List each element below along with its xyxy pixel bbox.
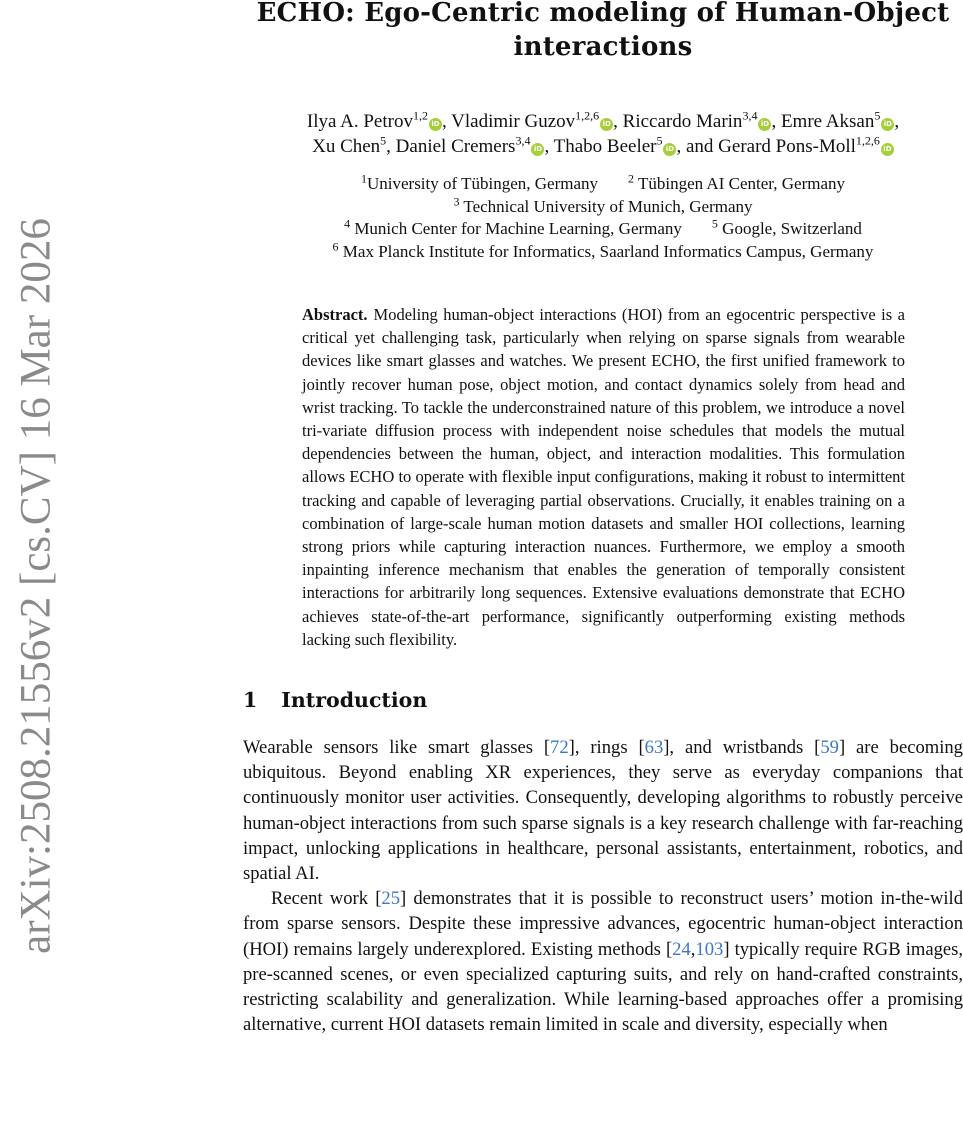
- author-affiliation-marker: 5: [874, 108, 881, 123]
- paper-page: [243, 0, 963, 1037]
- affiliation: Google, Switzerland: [722, 219, 862, 238]
- author-name: Thabo Beeler: [553, 136, 657, 157]
- citation-link[interactable]: 59: [820, 737, 839, 759]
- affiliation-line: [243, 173, 963, 196]
- paper-title: ECHO: Ego-Centric modeling of Human-Object interactions: [256, 0, 950, 62]
- affiliation-number: 6: [332, 238, 339, 253]
- author: Xu Chen$^5$,: [312, 133, 391, 157]
- author: Emre Aksan$^5$iD ,: [780, 108, 900, 132]
- paragraph: [243, 886, 963, 1037]
- orcid-icon[interactable]: iD: [881, 143, 894, 156]
- author-name: Ilya A. Petrov: [306, 111, 413, 132]
- author-affiliation-marker: 1,2,6: [575, 108, 600, 123]
- author-affiliation-marker: 1,2: [412, 108, 428, 123]
- author-name: Emre Aksan: [780, 111, 875, 132]
- section-number: 1: [243, 688, 258, 713]
- orcid-icon[interactable]: iD: [531, 143, 544, 156]
- affiliation-line: [243, 193, 963, 219]
- affiliation-line: [243, 218, 963, 241]
- author: [718, 133, 894, 157]
- paragraph-text: Recent work [: [271, 888, 382, 910]
- abstract: [302, 303, 905, 651]
- author-affiliation-marker: 3,4: [742, 108, 758, 123]
- affiliation: Technical University of Munich, Germany: [463, 196, 753, 216]
- paragraph-text: ], rings [: [568, 737, 645, 759]
- orcid-icon[interactable]: iD: [758, 118, 771, 131]
- author: Thabo Beeler$^5$iD ,: [553, 133, 682, 157]
- author-affiliation-marker: 5: [380, 133, 387, 148]
- arxiv-sidebar: [8, 0, 64, 1145]
- orcid-icon[interactable]: iD: [881, 118, 894, 131]
- paragraph-text: ], and wristbands [: [663, 737, 821, 759]
- orcid-icon[interactable]: iD: [429, 118, 442, 131]
- citation-separator: ,: [690, 938, 696, 960]
- abstract-text: Modeling human-object interactions (HOI) from an egocentric perspective is a critical yet challenging task, particularly when relying on sparse signals from wearable devices like smart glasses and watches. We present ECHO, the first unified framework to jointly recover human pose, object motion, and contact dynamics solely from head and wrist tracking. To tackle the underconstrained nature of this problem, we introduce a novel tri-variate diffusion process with independent noise schedules that models the mutual dependencies between the human, object, and interaction modalities. This formulation allows ECHO to operate with flexible input configurations, making it robust to intermittent tracking and capable of leveraging partial observations. Crucially, it enables training on a combination of large-scale human motion datasets and smaller HOI collections, learning strong priors while capturing interaction nuances. Furthermore, we employ a smooth inpainting inference mechanism that enables the generation of temporally consistent interactions for arbitrarily long sequences. Extensive evaluations demonstrate that ECHO achieves state-of-the-art performance, significantly outperforming existing methods lacking such flexibility.: [302, 305, 905, 649]
- abstract-label: Abstract.: [302, 305, 368, 324]
- arxiv-identifier: arXiv:2508.21556v2 [cs.CV] 16 Mar 2026: [12, 218, 60, 954]
- orcid-icon[interactable]: iD: [600, 118, 613, 131]
- affiliation-line: [243, 238, 963, 264]
- author-affiliation-marker: 3,4: [515, 133, 531, 148]
- affiliation-number: 5: [711, 216, 718, 231]
- affiliation-number: 4: [344, 216, 351, 231]
- author: Ilya A. Petrov$^{1,2}$iD ,: [306, 108, 447, 132]
- affiliation: Tübingen AI Center, Germany: [637, 174, 846, 193]
- affiliation: Munich Center for Machine Learning, Germany: [354, 219, 682, 238]
- author: Riccardo Marin$^{3,4}$iD ,: [622, 108, 777, 132]
- author-name: Daniel Cremers: [395, 136, 516, 157]
- affiliation-number: 3: [453, 193, 460, 208]
- affiliation-number: 1: [360, 171, 367, 186]
- citation-link[interactable]: 63: [644, 737, 664, 759]
- citation-link[interactable]: 103: [695, 938, 724, 960]
- citation-link[interactable]: 24: [672, 938, 691, 960]
- citation-link[interactable]: 72: [550, 737, 569, 759]
- author-list: [243, 109, 963, 159]
- author-connector: and: [685, 136, 714, 157]
- author: Vladimir Guzov$^{1,2,6}$iD ,: [451, 108, 618, 132]
- affiliation: Max Planck Institute for Informatics, Saarland Informatics Campus, Germany: [342, 241, 874, 261]
- affiliation-number: 2: [628, 171, 635, 186]
- orcid-icon[interactable]: iD: [663, 143, 676, 156]
- author-affiliation-marker: 1,2,6: [855, 133, 880, 148]
- citation-link[interactable]: 25: [381, 888, 400, 910]
- author-name: Xu Chen: [312, 136, 381, 157]
- affiliation-list: [243, 173, 963, 263]
- author-name: Riccardo Marin: [622, 111, 743, 132]
- affiliation: University of Tübingen, Germany: [366, 174, 599, 193]
- author: Daniel Cremers$^{3,4}$iD ,: [395, 133, 550, 157]
- author-name: Gerard Pons-Moll: [718, 136, 856, 157]
- section-heading: [243, 687, 963, 713]
- paragraph: [243, 735, 963, 886]
- paragraph-text: ] are becoming ubiquitous. Beyond enabling XR experiences, they serve as everyday companions that continuously monitor user activities. Consequently, developing algorithms to robustly perceive human-object interactions from such sparse signals is a key research challenge with far-reaching impact, unlocking applications in healthcare, personal assistants, entertainment, robotics, and spatial AI.: [243, 737, 963, 885]
- paragraph-text: Wearable sensors like smart glasses [: [243, 737, 551, 759]
- paragraph-text: ] demonstrates that it is possible to reconstruct users’ motion in-the-wild from sparse sensors. Despite these impressive advances, egocentric human-object interaction (HOI) remains largely underexplored. Existing methods [: [243, 888, 963, 960]
- author-affiliation-marker: 5: [656, 133, 663, 148]
- author-name: Vladimir Guzov: [451, 111, 576, 132]
- paragraph-text: ] typically require RGB images, pre-scanned scenes, or even specialized capturing suits, and rely on hand-crafted constraints, restricting scalability and generalization. While learning-based approaches offer a promising alternative, current HOI datasets remain limited in scale and diversity, especially when: [243, 938, 963, 1036]
- section-title: Introduction: [281, 688, 428, 713]
- body-text: [243, 735, 963, 1037]
